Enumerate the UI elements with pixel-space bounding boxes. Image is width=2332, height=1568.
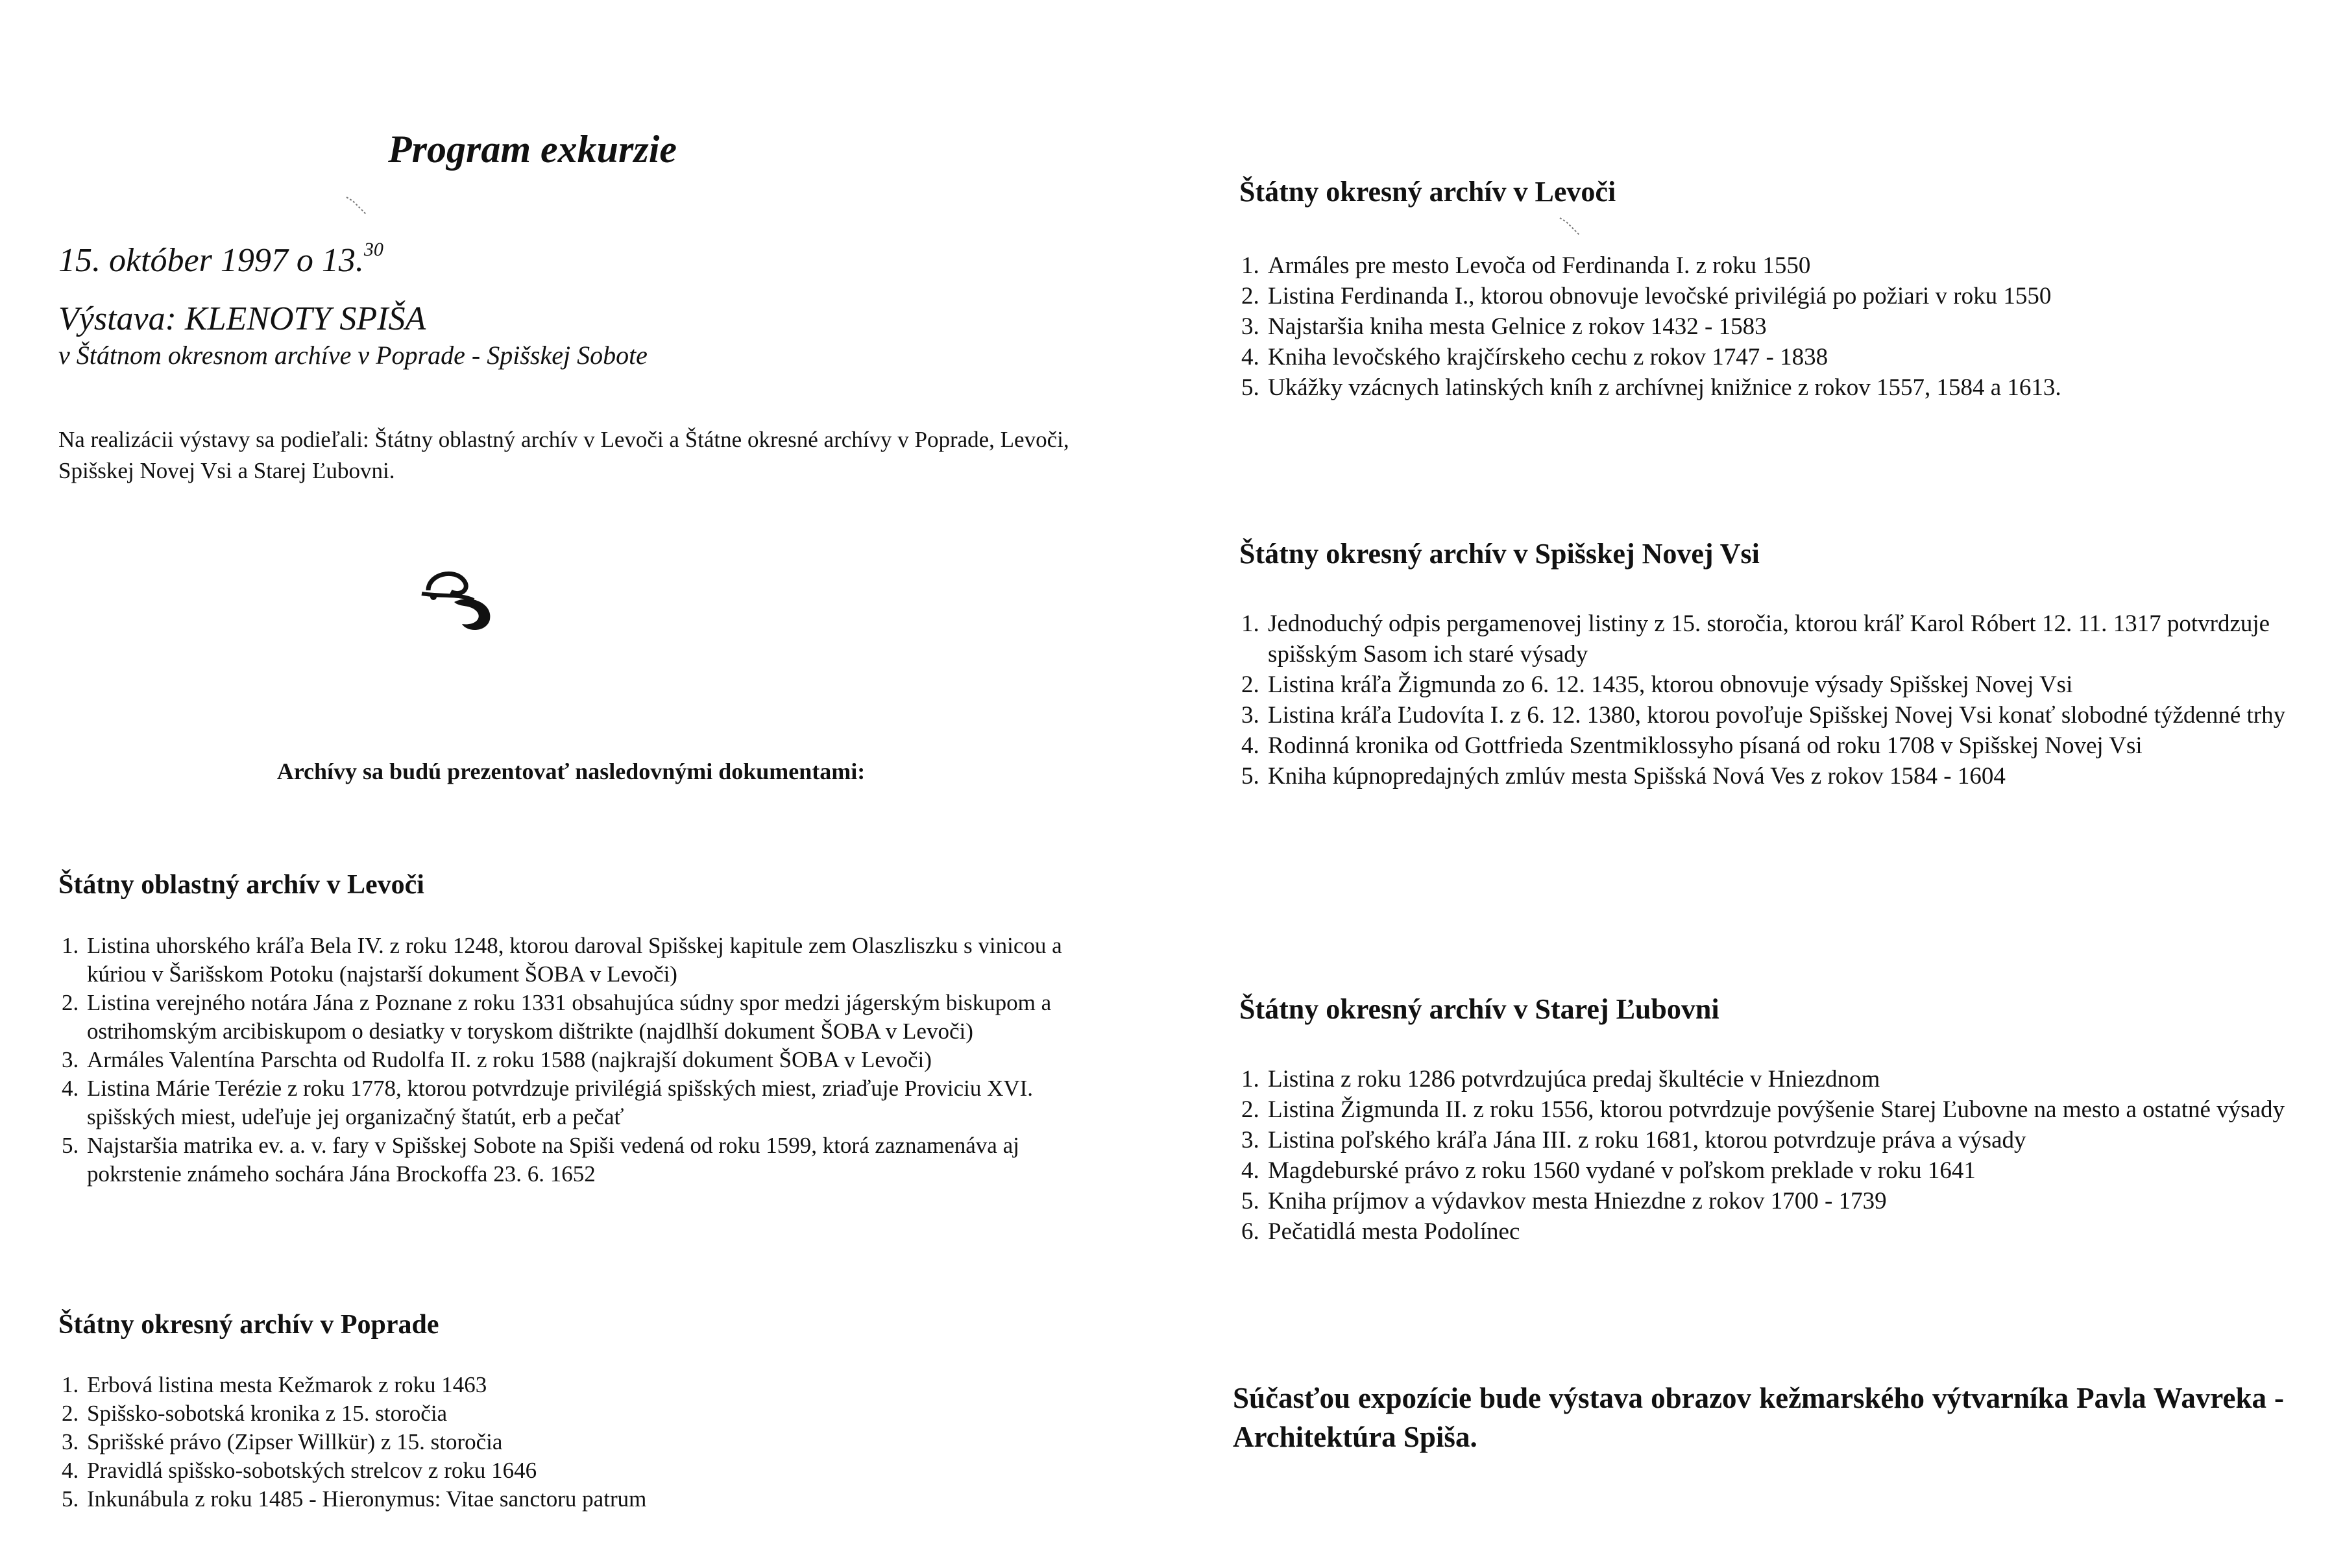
list-item: 1. Listina z roku 1286 potvrdzujúca predaj škultécie v Hniezdnom — [1265, 1064, 2303, 1094]
document-list-stara-lubovna — [1239, 1064, 2303, 1247]
list-item: 2. Spišsko-sobotská kronika z 15. storočia — [84, 1399, 1097, 1428]
list-item: 5. Inkunábula z roku 1485 - Hieronymus: Vitae sanctoru patrum — [84, 1485, 1097, 1514]
section-heading-okresny-levoca: Štátny okresný archív v Levoči — [1239, 176, 1616, 208]
document-list-oblastny-levoca — [58, 932, 1097, 1188]
right-page — [1142, 0, 2332, 1568]
list-item: 3. Sprišské právo (Zipser Willkür) z 15. storočia — [84, 1428, 1097, 1456]
event-date — [58, 238, 383, 280]
list-item: 2. Listina verejného notára Jána z Poznane z roku 1331 obsahujúca súdny spor medzi jágerským biskupom a ostrihomským arcibiskupom o desiatky v toryskom dištrikte (najdlhší dokument ŠOBA v Levoči) — [84, 989, 1097, 1046]
list-item: 2. Listina Ferdinanda I., ktorou obnovuje levočské privilégiá po požiari v roku 1550 — [1265, 281, 2329, 311]
document-list-poprad — [58, 1371, 1097, 1514]
list-item: 3. Najstaršia kniha mesta Gelnice z rokov 1432 - 1583 — [1265, 311, 2329, 342]
list-item: 2. Listina Žigmunda II. z roku 1556, ktorou potvrdzuje povýšenie Starej Ľubovne na mesto a ostatné výsady — [1265, 1094, 2303, 1125]
list-item: 4. Kniha levočského krajčírskeho cechu z rokov 1747 - 1838 — [1265, 342, 2329, 372]
list-item: 5. Kniha príjmov a výdavkov mesta Hniezdne z rokov 1700 - 1739 — [1265, 1186, 2303, 1216]
list-item: 4. Rodinná kronika od Gottfrieda Szentmiklossyho písaná od roku 1708 v Spišskej Novej Vsi — [1265, 730, 2303, 761]
list-item: 5. Najstaršia matrika ev. a. v. fary v Spišskej Sobote na Spiši vedená od roku 1599, ktorá zaznamenáva aj pokrstenie známeho sochára Jána Brockoffa 23. 6. 1652 — [84, 1131, 1097, 1188]
section-heading-oblastny-levoca: Štátny oblastný archív v Levoči — [58, 870, 424, 900]
list-item: 1. Listina uhorského kráľa Bela IV. z roku 1248, ktorou daroval Spišskej kapitule zem Olaszliszku s vinicou a kúriou v Šarišskom Potoku (najstarší dokument ŠOBA v Levoči) — [84, 932, 1097, 989]
section-heading-spisska-nova-ves: Štátny okresný archív v Spišskej Novej Vsi — [1239, 538, 1760, 570]
list-item: 6. Pečatidlá mesta Podolínec — [1265, 1216, 2303, 1247]
list-item: 1. Jednoduchý odpis pergamenovej listiny z 15. storočia, ktorou kráľ Karol Róbert 12. 11. 1317 potvrdzuje spišským Sasom ich staré výsady — [1265, 609, 2303, 669]
date-text: 15. október 1997 o 13. — [58, 242, 364, 279]
section-heading-stara-lubovna: Štátny okresný archív v Starej Ľubovni — [1239, 993, 1719, 1025]
page-title: Program exkurzie — [388, 128, 677, 171]
date-time-sup: 30 — [363, 238, 383, 260]
left-page — [0, 0, 1142, 1568]
document-list-spisska-nova-ves — [1239, 609, 2303, 791]
document-list-okresny-levoca — [1239, 250, 2329, 403]
list-item: 4. Listina Márie Terézie z roku 1778, ktorou potvrdzuje privilégiá spišských miest, zriaďuje Proviciu XVI. spišských miest, udeľuje jej organizačný štatút, erb a pečať — [84, 1074, 1097, 1131]
presentation-heading: Archívy sa budú prezentovať nasledovnými dokumentami: — [276, 758, 866, 784]
credits-paragraph: Na realizácii výstavy sa podieľali: Štátny oblastný archív v Levoči a Štátne okresné archívy v Poprade, Levoči, Spišskej Novej Vsi a Starej Ľubovni. — [58, 427, 1069, 483]
list-item: 4. Magdeburské právo z roku 1560 vydané v poľskom preklade v roku 1641 — [1265, 1155, 2303, 1186]
list-item: 4. Pravidlá spišsko-sobotských strelcov z roku 1646 — [84, 1456, 1097, 1485]
speck-mark — [344, 193, 370, 219]
closing-note: Súčasťou expozície bude výstava obrazov kežmarského výtvarníka Pavla Wavreka - Architektúra Spiša. — [1233, 1382, 2284, 1453]
fleuron-icon — [415, 564, 500, 636]
list-item: 3. Armáles Valentína Parschta od Rudolfa II. z roku 1588 (najkrajší dokument ŠOBA v Levoči) — [84, 1046, 1097, 1074]
exhibition-title: Výstava: KLENOTY SPIŠA — [58, 300, 426, 337]
list-item: 1. Erbová listina mesta Kežmarok z roku 1463 — [84, 1371, 1097, 1399]
list-item: 3. Listina poľského kráľa Jána III. z roku 1681, ktorou potvrdzuje práva a výsady — [1265, 1125, 2303, 1155]
list-item: 1. Armáles pre mesto Levoča od Ferdinanda I. z roku 1550 — [1265, 250, 2329, 281]
list-item: 3. Listina kráľa Ľudovíta I. z 6. 12. 1380, ktorou povoľuje Spišskej Novej Vsi konať slobodné týždenné trhy — [1265, 700, 2303, 730]
speck-mark — [1557, 214, 1583, 240]
list-item: 5. Kniha kúpnopredajných zmlúv mesta Spišská Nová Ves z rokov 1584 - 1604 — [1265, 761, 2303, 791]
list-item: 2. Listina kráľa Žigmunda zo 6. 12. 1435, ktorou obnovuje výsady Spišskej Novej Vsi — [1265, 669, 2303, 700]
list-item: 5. Ukážky vzácnych latinských kníh z archívnej knižnice z rokov 1557, 1584 a 1613. — [1265, 372, 2329, 403]
section-heading-poprad: Štátny okresný archív v Poprade — [58, 1310, 439, 1340]
exhibition-subtitle: v Štátnom okresnom archíve v Poprade - Spišskej Sobote — [58, 341, 648, 370]
